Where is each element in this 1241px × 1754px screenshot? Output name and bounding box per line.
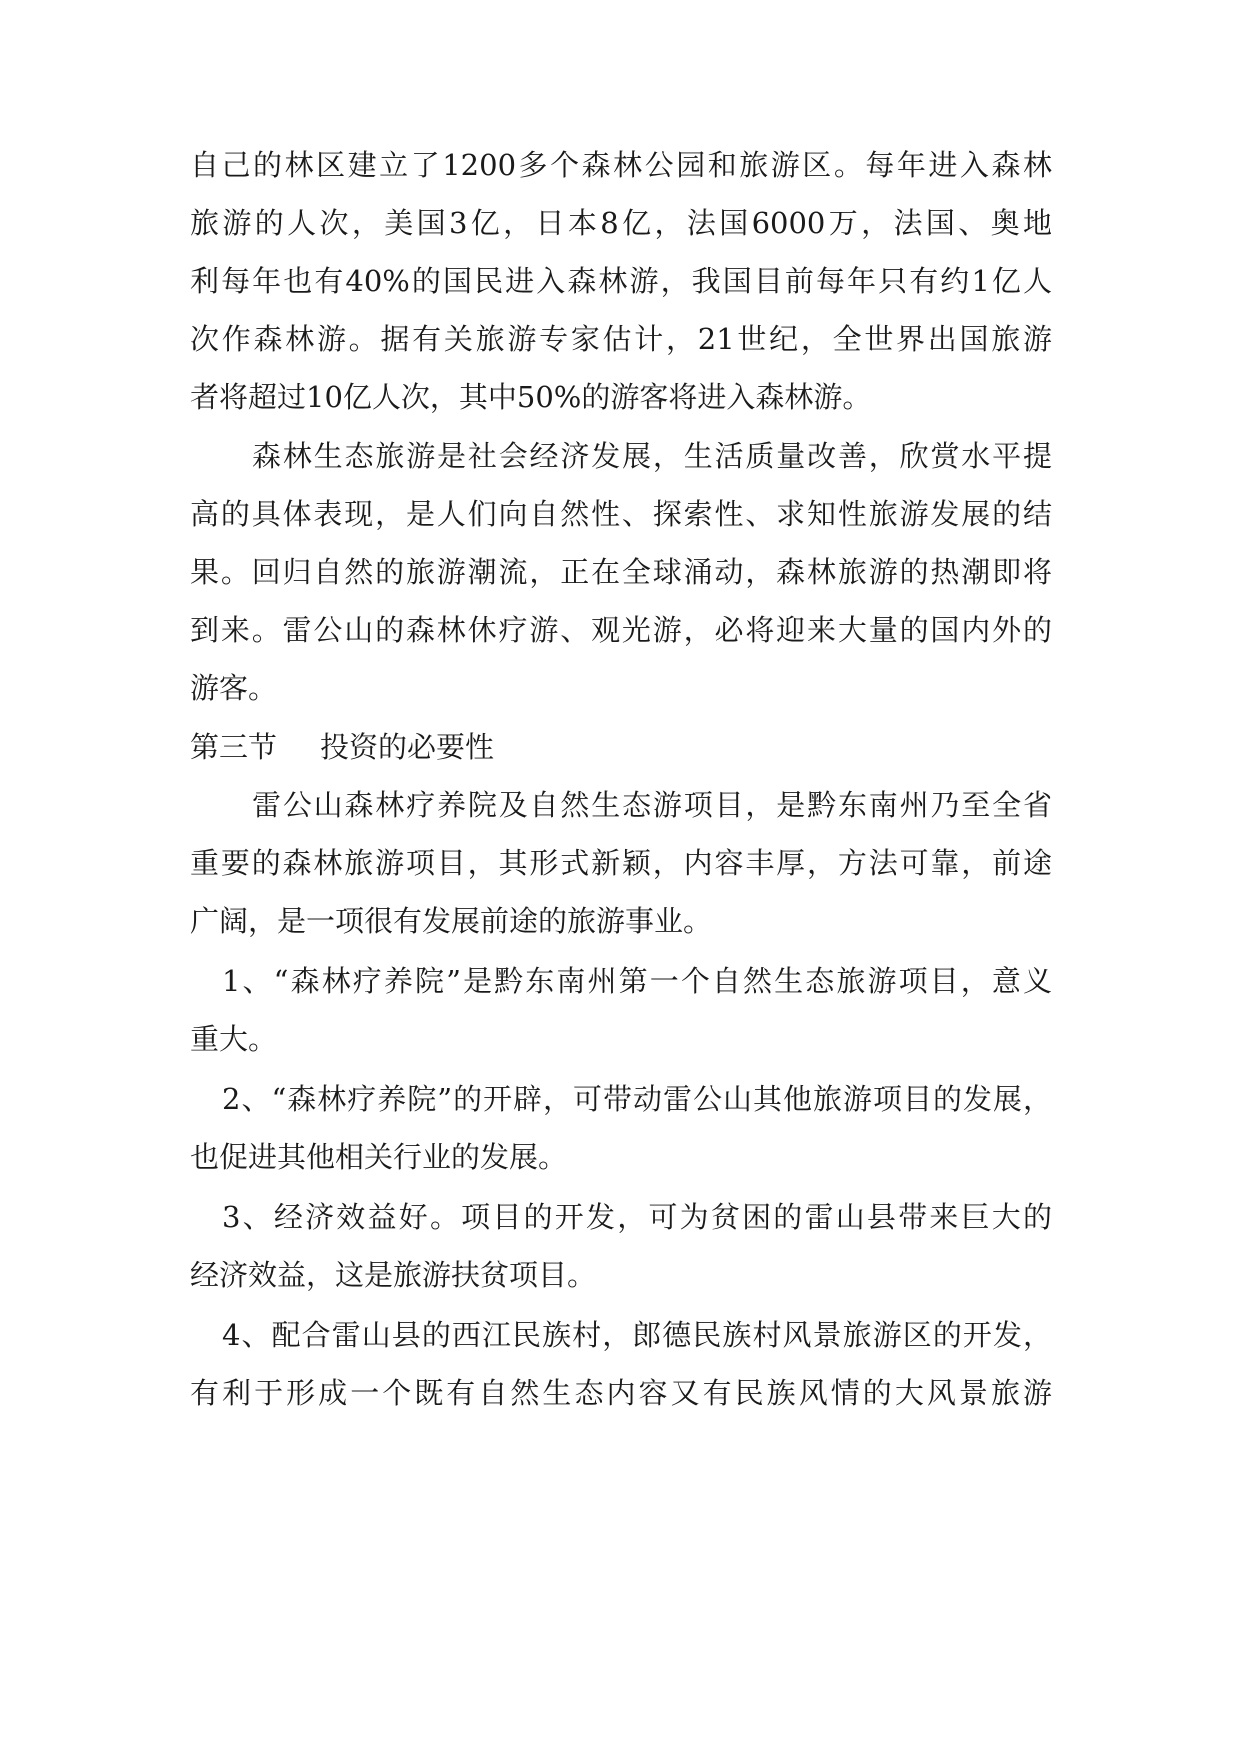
body-text-line: 游客。: [190, 671, 278, 705]
section-heading: [190, 725, 1052, 769]
body-text-line: 利每年也有40%的国民进入森林游，我国目前每年只有约1亿人: [190, 264, 1052, 298]
list-item-continuation: 也促进其他相关行业的发展。: [190, 1140, 568, 1174]
body-text-line: 次作森林游。据有关旅游专家估计，21世纪，全世界出国旅游: [190, 322, 1052, 356]
body-text-line: 重要的森林旅游项目，其形式新颖，内容丰厚，方法可靠，前途: [190, 846, 1052, 880]
body-text-line: 高的具体表现，是人们向自然性、探索性、求知性旅游发展的结: [190, 497, 1052, 531]
section-number: 第三节: [190, 730, 278, 764]
list-item-continuation: 有利于形成一个既有自然生态内容又有民族风情的大风景旅游: [190, 1376, 1052, 1410]
body-text-line: 自己的林区建立了1200多个森林公园和旅游区。每年进入森林: [190, 148, 1052, 182]
body-text-line: 者将超过10亿人次，其中50%的游客将进入森林游。: [190, 380, 872, 414]
list-item-1: 1、“森林疗养院”是黔东南州第一个自然生态旅游项目，意义: [222, 964, 1052, 998]
list-item-continuation: 重大。: [190, 1022, 278, 1056]
body-text-line: 广阔，是一项很有发展前途的旅游事业。: [190, 904, 713, 938]
list-item-continuation: 经济效益，这是旅游扶贫项目。: [190, 1258, 597, 1292]
list-item-3: 3、经济效益好。项目的开发，可为贫困的雷山县带来巨大的: [222, 1200, 1052, 1234]
body-text-line: 果。回归自然的旅游潮流，正在全球涌动，森林旅游的热潮即将: [190, 555, 1052, 589]
body-text-line: 旅游的人次，美国3亿，日本8亿，法国6000万，法国、奥地: [190, 206, 1052, 240]
list-item-4: 4、配合雷山县的西江民族村，郎德民族村风景旅游区的开发，: [222, 1318, 1052, 1352]
list-item-2: 2、“森林疗养院”的开辟，可带动雷公山其他旅游项目的发展，: [222, 1082, 1052, 1116]
section-title: 投资的必要性: [320, 730, 495, 764]
paragraph-first-line: 森林生态旅游是社会经济发展，生活质量改善，欣赏水平提: [252, 439, 1052, 473]
paragraph-first-line: 雷公山森林疗养院及自然生态游项目，是黔东南州乃至全省: [252, 788, 1052, 822]
body-text-line: 到来。雷公山的森林休疗游、观光游，必将迎来大量的国内外的: [190, 613, 1052, 647]
